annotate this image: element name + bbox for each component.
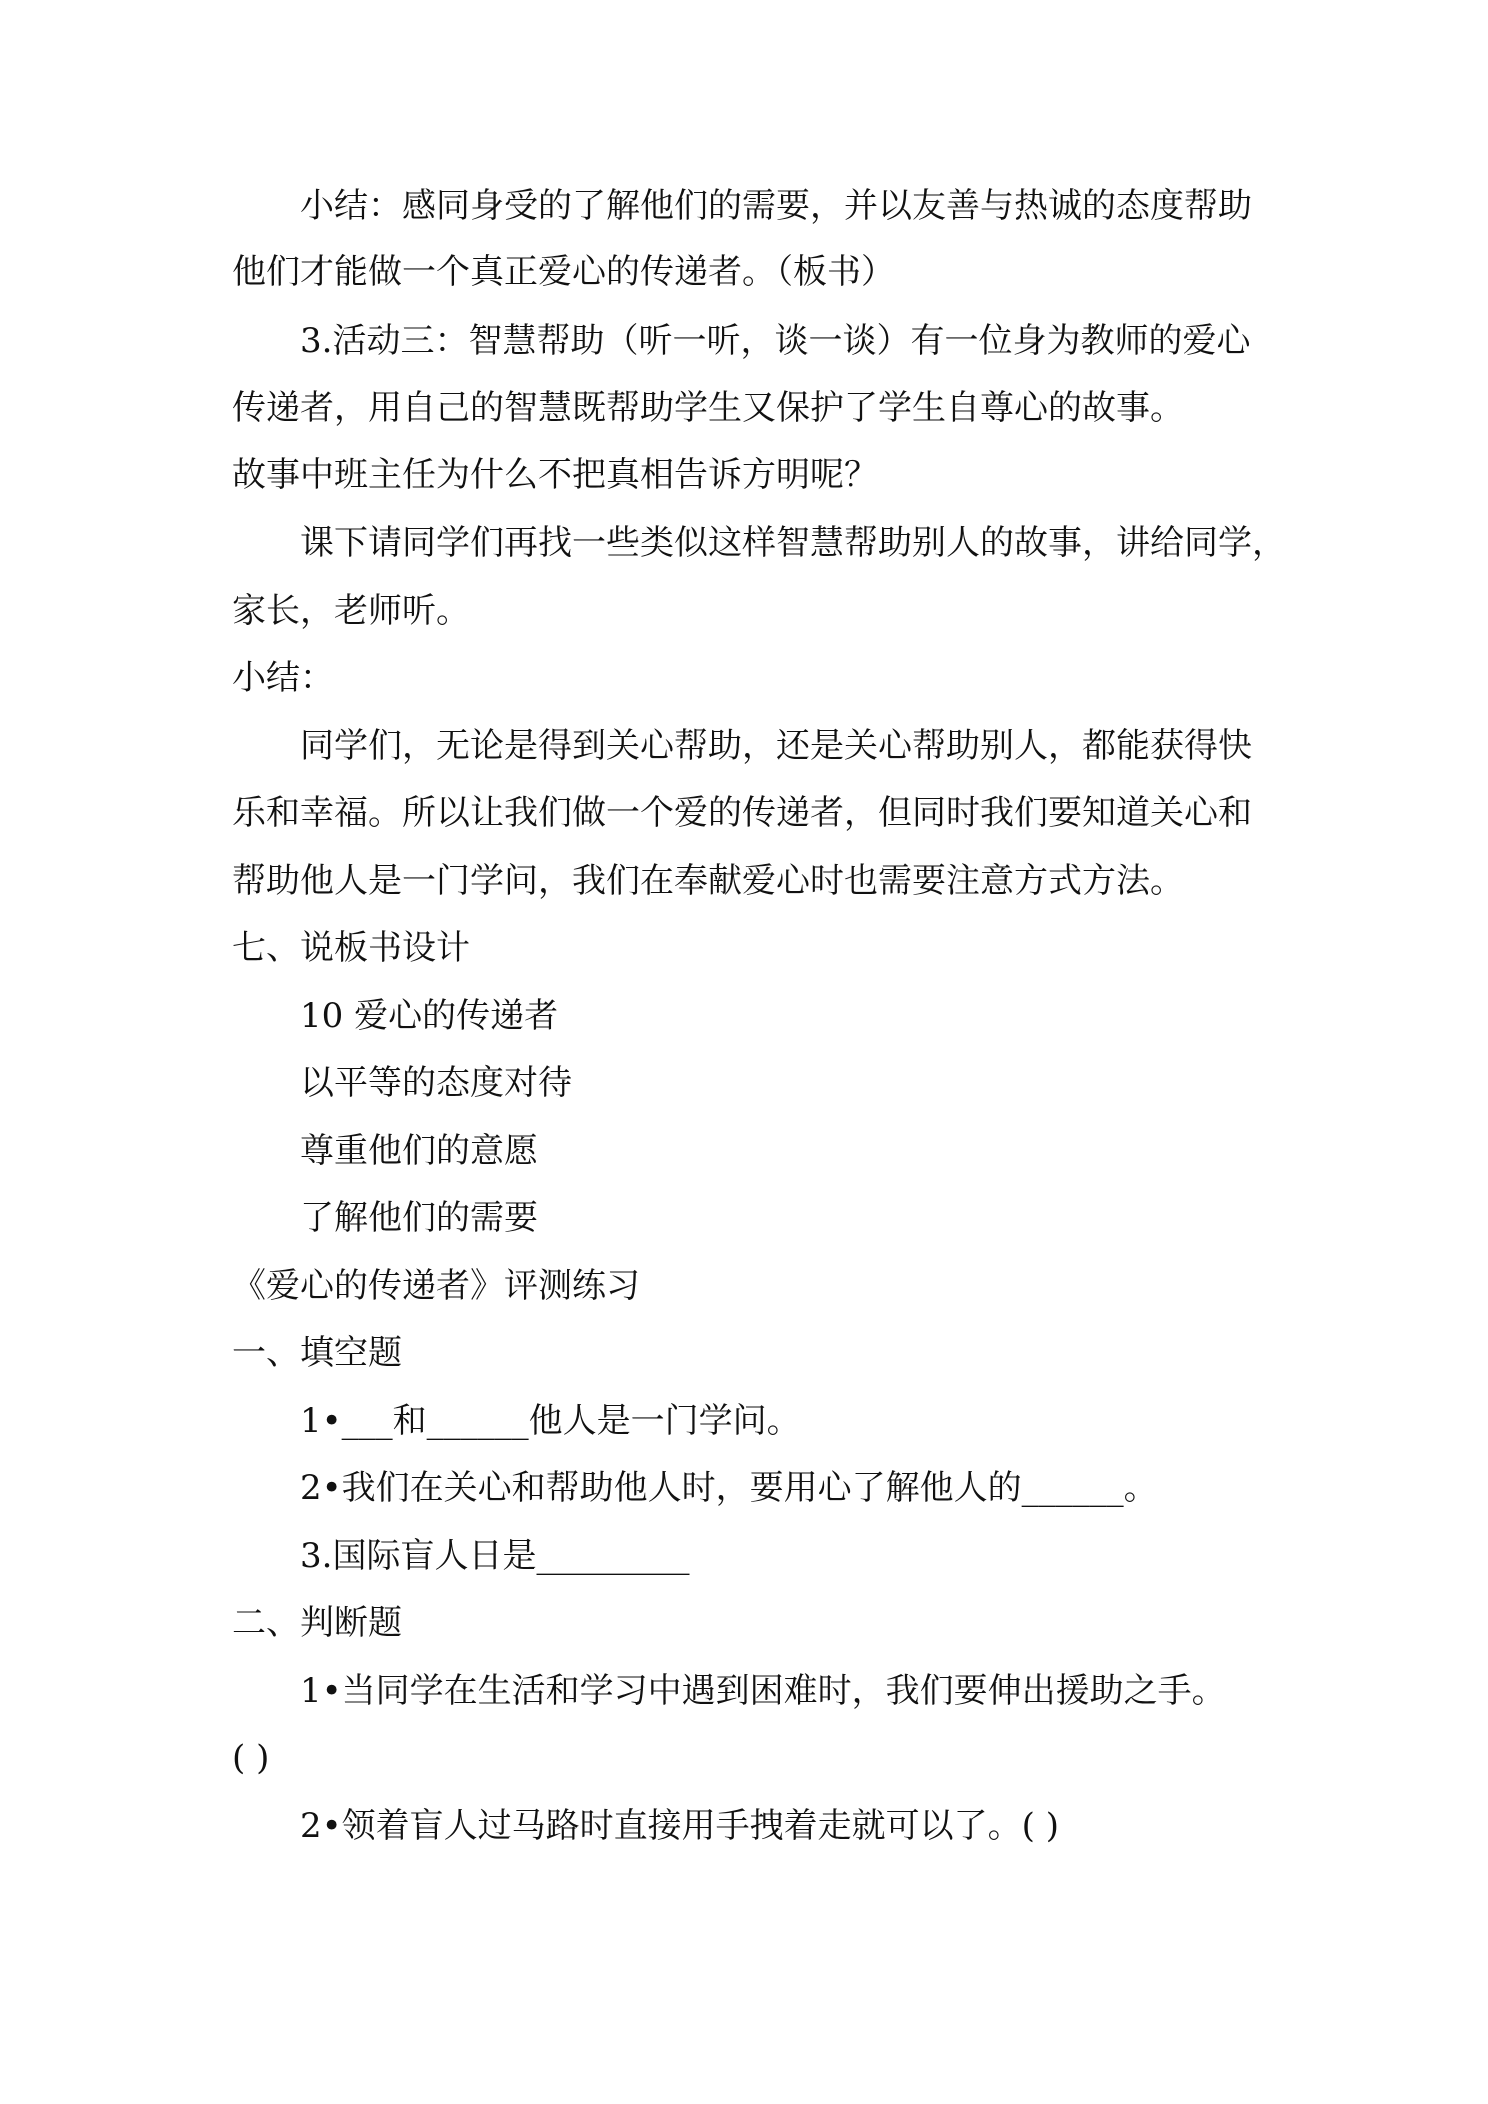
answer-brackets: ( ) bbox=[232, 1738, 270, 1778]
paragraph-line: 同学们，无论是得到关心帮助，还是关心帮助别人，都能获得快 bbox=[300, 726, 1252, 766]
section-heading: 二、判断题 bbox=[232, 1603, 402, 1643]
board-design-line: 了解他们的需要 bbox=[300, 1198, 538, 1238]
board-design-line: 10 爱心的传递者 bbox=[300, 996, 559, 1036]
paragraph-line: 帮助他人是一门学问，我们在奉献爱心时也需要注意方式方法。 bbox=[232, 861, 1184, 901]
paragraph-line: 传递者，用自己的智慧既帮助学生又保护了学生自尊心的故事。 bbox=[232, 388, 1184, 428]
section-heading: 一、填空题 bbox=[232, 1333, 402, 1373]
question-line: 1•___和______他人是一门学问。 bbox=[300, 1401, 801, 1441]
section-heading: 七、说板书设计 bbox=[232, 928, 470, 968]
paragraph-line: 乐和幸福。所以让我们做一个爱的传递者，但同时我们要知道关心和 bbox=[232, 793, 1252, 833]
question-line: 1•当同学在生活和学习中遇到困难时，我们要伸出援助之手。 bbox=[300, 1671, 1226, 1711]
board-design-line: 以平等的态度对待 bbox=[300, 1063, 572, 1103]
board-design-line: 尊重他们的意愿 bbox=[300, 1131, 538, 1171]
paragraph-line: 他们才能做一个真正爱心的传递者。（板书） bbox=[232, 252, 895, 292]
question-line: 2•我们在关心和帮助他人时，要用心了解他人的______。 bbox=[300, 1468, 1158, 1508]
paragraph-line: 家长，老师听。 bbox=[232, 591, 470, 631]
paragraph-line: 3.活动三：智慧帮助（听一听，谈一谈）有一位身为教师的爱心 bbox=[300, 321, 1251, 361]
question-line: 2•领着盲人过马路时直接用手拽着走就可以了。( ) bbox=[300, 1806, 1060, 1846]
section-heading: 小结： bbox=[232, 658, 334, 698]
paragraph-line: 故事中班主任为什么不把真相告诉方明呢？ bbox=[232, 455, 878, 495]
paragraph-line: 小结：感同身受的了解他们的需要，并以友善与热诚的态度帮助 bbox=[300, 186, 1252, 226]
exercise-title: 《爱心的传递者》评测练习 bbox=[232, 1266, 640, 1306]
paragraph-line: 课下请同学们再找一些类似这样智慧帮助别人的故事，讲给同学， bbox=[300, 523, 1286, 563]
question-line: 3.国际盲人日是_________ bbox=[300, 1536, 690, 1576]
